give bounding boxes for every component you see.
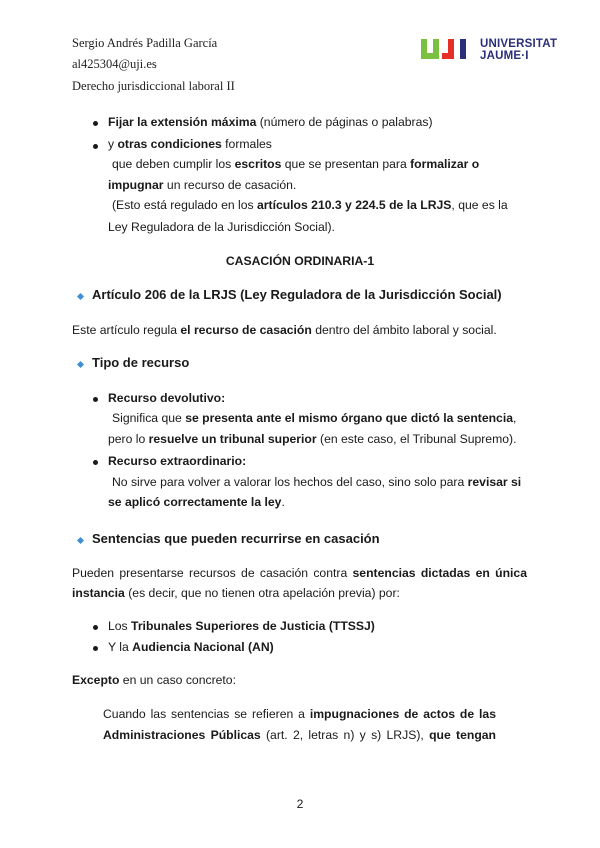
intro-line-6: Ley Reguladora de la Jurisdicción Social). (108, 220, 335, 234)
section-title: CASACIÓN ORDINARIA-1 (225, 254, 375, 268)
quote-line-1: Cuando las sentencias se refieren a impugnaciones de actos de las (103, 707, 496, 721)
excepto-line: Excepto en un caso concreto: (72, 673, 236, 687)
diamond-bullet-icon (77, 293, 84, 300)
sentencias-list-item-2: Y la Audiencia Nacional (AN) (108, 640, 274, 654)
author-email: al425304@uji.es (72, 57, 157, 71)
extraordinario-title: Recurso extraordinario: (108, 454, 247, 468)
extraordinario-line-2: se aplicó correctamente la ley. (108, 495, 285, 509)
article-heading: Artículo 206 de la LRJS (Ley Reguladora de la Jurisdicción Social) (92, 287, 502, 302)
article-text: Este artículo regula el recurso de casación dentro del ámbito laboral y social. (72, 323, 497, 337)
logo-text (480, 38, 557, 62)
devolutivo-title: Recurso devolutivo: (108, 391, 226, 405)
logo-line-1: UNIVERSITAT (480, 38, 558, 50)
sentencias-para-line-2: instancia (es decir, que no tienen otra apelación previa) por: (72, 586, 400, 600)
diamond-bullet-icon (77, 537, 84, 544)
sentencias-list-item-1: Los Tribunales Superiores de Justicia (TTSSJ) (108, 619, 375, 633)
intro-line-4: impugnar un recurso de casación. (108, 178, 297, 192)
bullet-dot (93, 144, 98, 149)
intro-item-2: y otras condiciones formales (108, 137, 272, 151)
logo-line-2: JAUME·I (480, 50, 529, 62)
bullet-dot (93, 625, 98, 630)
author-name: Sergio Andrés Padilla García (72, 36, 218, 50)
intro-line-5: (Esto está regulado en los artículos 210.3 y 224.5 de la LRJS, que es la (112, 198, 508, 212)
bullet-dot (93, 397, 98, 402)
uji-logo-mark (420, 36, 476, 64)
bullet-dot (93, 460, 98, 465)
quote-line-2: Administraciones Públicas (art. 2, letras n) y s) LRJS), que tengan (103, 728, 496, 742)
bullet-dot (93, 646, 98, 651)
sentencias-para-line-1: Pueden presentarse recursos de casación contra sentencias dictadas en única (72, 566, 527, 580)
intro-line-3: que deben cumplir los escritos que se presentan para formalizar o (112, 157, 480, 171)
intro-item-1: Fijar la extensión máxima (número de páginas o palabras) (108, 115, 433, 129)
page-number: 2 (296, 797, 304, 811)
tipo-heading: Tipo de recurso (92, 355, 190, 370)
diamond-bullet-icon (77, 361, 84, 368)
course-name: Derecho jurisdiccional laboral II (72, 79, 235, 93)
extraordinario-line-1: No sirve para volver a valorar los hechos del caso, sino solo para revisar si (112, 475, 522, 489)
bullet-dot (93, 121, 98, 126)
sentencias-heading: Sentencias que pueden recurrirse en casación (92, 531, 380, 546)
devolutivo-line-1: Significa que se presenta ante el mismo órgano que dictó la sentencia, (112, 411, 517, 425)
devolutivo-line-2: pero lo resuelve un tribunal superior (en este caso, el Tribunal Supremo). (108, 432, 517, 446)
uji-logo (420, 36, 570, 66)
